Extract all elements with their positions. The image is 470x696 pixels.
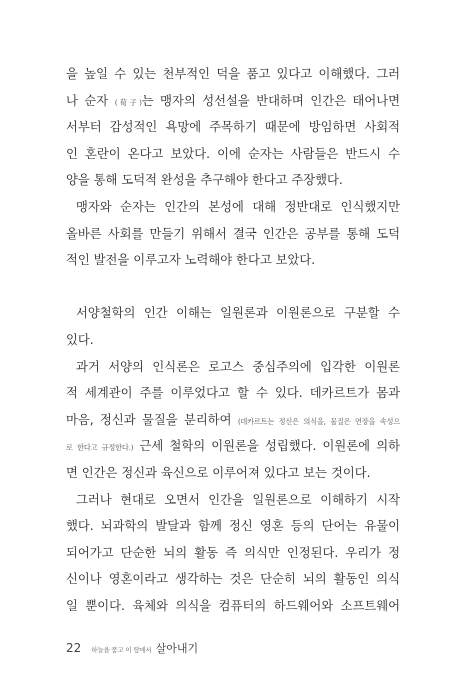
paragraph-3 bbox=[66, 300, 400, 353]
paragraph-2 bbox=[66, 194, 400, 274]
text-line: 맹자와 순자는 인간의 본성에 대해 정반대로 인식했지만 bbox=[76, 199, 400, 214]
annotation-small: (荀子) bbox=[114, 97, 142, 107]
text-line: 적 세계관이 주를 이루었다고 할 수 있다. 데카르트가 몸과 bbox=[66, 386, 400, 401]
paragraph-gap bbox=[66, 274, 400, 301]
text-line: 과거 서양의 인식론은 로고스 중심주의에 입각한 이원론 bbox=[76, 359, 400, 374]
text-line: 신이나 영혼이라고 생각하는 것은 단순히 뇌의 활동인 의식 bbox=[66, 572, 400, 587]
paragraph-4 bbox=[66, 354, 400, 487]
paragraph-5 bbox=[66, 487, 400, 620]
text-line: 일 뿐이다. 육체와 의식을 컴퓨터의 하드웨어와 소프트웨어 bbox=[66, 598, 400, 613]
text-line: 서양철학의 인간 이해는 일원론과 이원론으로 구분할 수 bbox=[76, 306, 400, 321]
paragraph-1 bbox=[66, 61, 400, 194]
book-subtitle: 하늘을 품고 이 땅에서 bbox=[91, 646, 152, 654]
text-line: 면 인간은 정신과 육신으로 이루어져 있다고 보는 것이다. bbox=[66, 465, 371, 480]
text-line: 올바른 사회를 만들기 위해서 결국 인간은 공부를 통해 도덕 bbox=[66, 226, 400, 241]
book-title: 살아내기 bbox=[155, 642, 199, 655]
text-line: 서부터 감성적인 욕망에 주목하기 때문에 방임하면 사회적 bbox=[66, 120, 400, 135]
text-line: 되어가고 단순한 뇌의 활동 즉 의식만 인정된다. 우리가 정 bbox=[66, 545, 400, 560]
text-line: 적인 발전을 이루고자 노력해야 한다고 보았다. bbox=[66, 253, 316, 268]
text-line: 했다. 뇌과학의 발달과 함께 정신 영혼 등의 단어는 유물이 bbox=[66, 519, 400, 534]
text-line: 양을 통해 도덕적 완성을 추구해야 한다고 주장했다. bbox=[66, 173, 343, 188]
text-line: 로 한다고 규정한다.) 근세 철학의 이원론을 성립했다. 이원론에 의하 bbox=[66, 439, 400, 454]
text-line: 마음, 정신과 물질을 분리하여 (데카르트는 정신은 의식을, 물질은 연장을 속성으 bbox=[66, 412, 400, 427]
text-line: 나 순자 (荀子)는 맹자의 성선설을 반대하며 인간은 태어나면 bbox=[66, 93, 400, 108]
annotation-small: 로 한다고 규정한다.) bbox=[66, 443, 134, 453]
text-line: 인 혼란이 온다고 보았다. 이에 순자는 사람들은 반드시 수 bbox=[66, 146, 400, 161]
text-line: 을 높일 수 있는 천부적인 덕을 품고 있다고 이해했다. 그러 bbox=[66, 67, 400, 81]
page-footer bbox=[66, 640, 198, 656]
annotation-small: (데카르트는 정신은 의식을, 물질은 연장을 속성으 bbox=[237, 416, 400, 426]
page-body bbox=[66, 61, 400, 619]
text-line: 있다. bbox=[66, 332, 94, 347]
page-number: 22 bbox=[66, 641, 82, 655]
text-line: 그러나 현대로 오면서 인간을 일원론으로 이해하기 시작 bbox=[76, 492, 400, 507]
